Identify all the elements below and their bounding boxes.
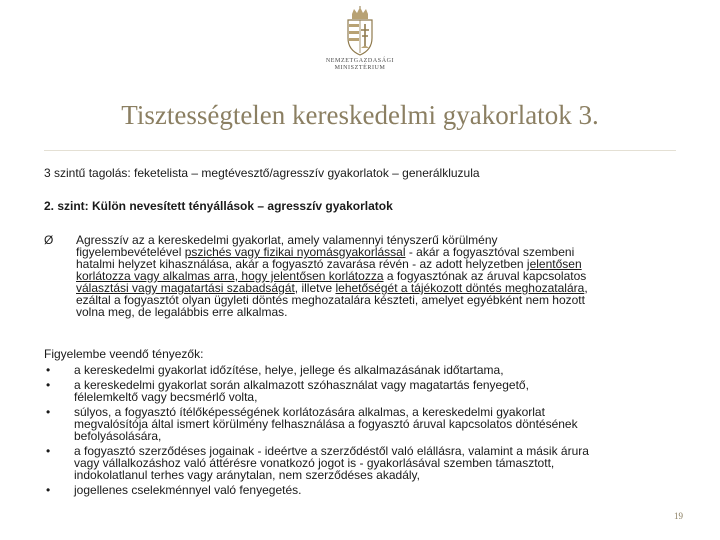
bullet-icon: • [46,483,51,497]
arrow-text-part-5: , ezáltal a fogyasztót olyan ügyleti döntés meghozatalára készteti, amelyet egyébként nem hozott volna meg, de legalábbis erre alkalmas. [76,281,588,319]
arrow-bullet-icon: Ø [44,233,54,247]
bullet-icon: • [46,405,51,419]
list-item-text: a kereskedelmi gyakorlat időzítése, helye, jellege és alkalmazásának időtartama, [74,363,504,377]
underlined-informed-decision: lehetőségét a tájékozott döntés meghozatalára [335,281,585,295]
factors-intro: Figyelembe veendő tényezők: [44,347,204,361]
bullet-icon: • [46,363,51,377]
slide-title: Tisztességtelen kereskedelmi gyakorlatok 3. [121,100,599,130]
ministry-logo [320,6,400,82]
list-item [44,406,676,442]
list-item-text: a fogyasztó szerződéses jogainak - ideértve a szerződéstől való elállásra, valamint a másik árura vagy vállalkozáshoz való áttérésre vonatkozó jogot is - gyakorlásával szemben támasztott, indokolatlanul terhes vagy aránytalan, nem szerződéses akadály, [74,444,589,482]
arrow-text-part-4: , illetve [294,281,336,295]
list-item [44,379,676,403]
arrow-item-text [76,234,676,318]
underlined-pressure: pszichés vagy fizikai nyomásgyakorlással [184,245,406,259]
logo-line-2: MINISZTÉRIUM [334,65,386,71]
levels-text: 3 szintű tagolás: feketelista – megtévesztő/agresszív gyakorlatok – generálkluzula [44,166,480,180]
factors-list [44,364,676,496]
underlined-restriction: jelentősen korlátozza vagy alkalmas arra, hogy jelentősen korlátozza [76,257,582,283]
list-item [44,484,676,496]
arrow-text-part-1: Agresszív az a kereskedelmi gyakorlat, amely valamennyi tényszerű körülmény figyelembevételével [76,233,498,259]
coat-of-arms-icon [343,6,377,56]
arrow-item [44,234,676,318]
factors-section [44,348,676,499]
title-divider [44,150,676,151]
bullet-icon: • [46,378,51,392]
list-item-text: a kereskedelmi gyakorlat során alkalmazott szóhasználat vagy magatartás fenyegető, félelemkeltő vagy becsmérlő volta, [74,378,529,404]
bullet-icon: • [46,444,51,458]
list-item [44,364,676,376]
page-number: 19 [674,511,683,521]
list-item [44,445,676,481]
arrow-text-part-2: - akár a fogyasztóval szembeni hatalmi helyzet kihasználása, akár a fogyasztó zavarása révén - az adott helyzetben [76,245,575,271]
arrow-text-part-3: a fogyasztónak az áruval kapcsolatos [386,269,587,283]
list-item-text: súlyos, a fogyasztó ítélőképességének korlátozására alkalmas, a kereskedelmi gyakorlat megvalósítója által ismert körülmény felhasználása a fogyasztó áruval kapcsolatos döntésének befolyásolására, [74,405,578,443]
logo-line-1: NEMZETGAZDASÁGI [325,58,395,64]
underlined-freedom: választási vagy magatartási szabadságát [76,281,295,295]
subheading: 2. szint: Külön nevesített tényállások – agresszív gyakorlatok [44,199,393,213]
list-item-text: jogellenes cselekménnyel való fenyegetés. [74,483,302,497]
